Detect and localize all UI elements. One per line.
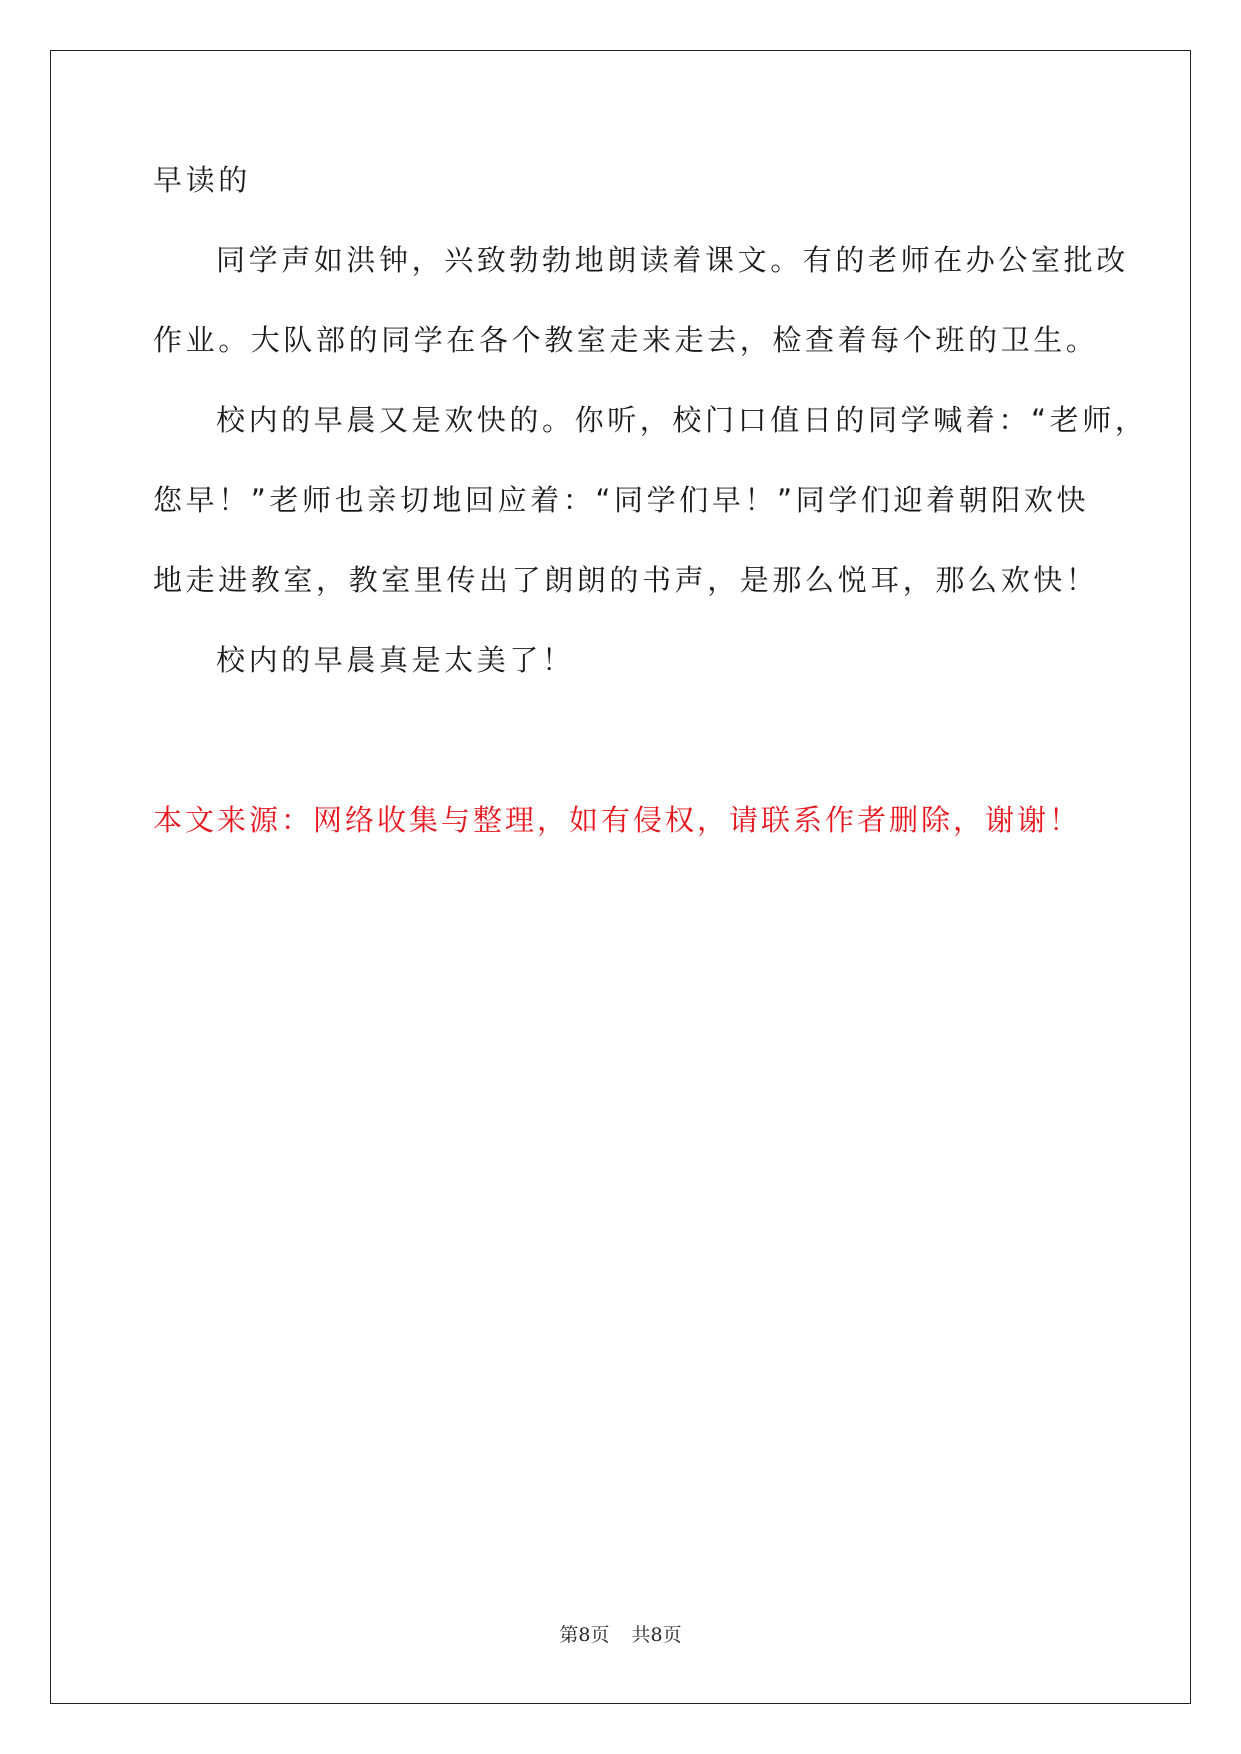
page-border <box>50 50 1191 1704</box>
text-line-2: 同学声如洪钟，兴致勃勃地朗读着课文。有的老师在办公室批改 <box>216 243 1129 277</box>
total-pages: 共8页 <box>631 1624 682 1646</box>
text-line-3: 作业。大队部的同学在各个教室走来走去，检查着每个班的卫生。 <box>153 323 1099 357</box>
page-footer <box>0 1620 1241 1647</box>
text-line-7: 校内的早晨真是太美了！ <box>216 643 575 677</box>
source-note: 本文来源：网络收集与整理，如有侵权，请联系作者删除，谢谢！ <box>153 803 1082 837</box>
text-line-5: 您早！”老师也亲切地回应着：“同学们早！”同学们迎着朝阳欢快 <box>153 483 1090 517</box>
current-page-number: 第8页 <box>559 1624 610 1646</box>
text-line-1: 早读的 <box>153 163 251 197</box>
text-line-4: 校内的早晨又是欢快的。你听，校门口值日的同学喊着：“老师， <box>216 403 1148 437</box>
text-line-6: 地走进教室，教室里传出了朗朗的书声，是那么悦耳，那么欢快！ <box>153 563 1099 597</box>
